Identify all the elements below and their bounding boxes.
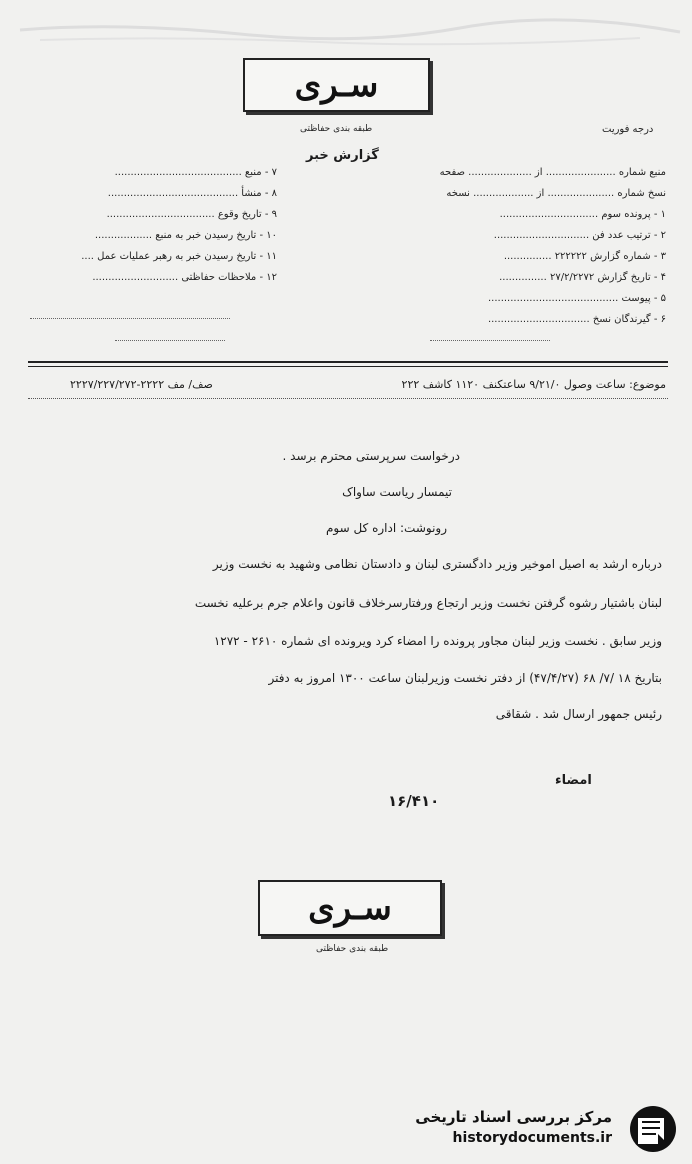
body-line: وزیر سابق . نخست وزیر لبنان مجاور پرونده را امضاء کرد ویرونده ای شماره ۲۶۱۰ - ۱۲۷۲ [213,634,662,648]
field-date-received-operations: ۱۱ - تاریخ رسیدن خبر به رهبر عملیات عمل .... [81,251,277,262]
classification-caption: طبقه بندی حفاظتی [300,124,373,134]
history-documents-logo-icon [628,1104,678,1154]
body-line: درخواست سرپرستی محترم برسد . [282,449,460,463]
field-origin: ۸ - منشأ ......................................... [107,188,277,199]
fields-left [27,167,277,293]
field-order: ۲ - ترتیب عدد فن .............................. [493,230,666,241]
signature-label: امضاء [555,773,592,788]
field-recipients: ۶ - گیرندگان نسخ ................................ [487,314,666,325]
field-file: ۱ - پرونده سوم ............................... [499,209,666,220]
body-line: تیمسار ریاست ساواک [342,485,452,499]
body-line: لبنان باشتیار رشوه گرفتن نخست وزیر ارتجاع ورفتارسرخلاف قانون واعلام جرم برعلیه نخست [194,596,662,610]
field-report-date: ۴ - تاریخ گزارش ۲۷/۲/۲۲۷۲ ............... [499,272,666,283]
classification-stamp-text: سـری [294,65,379,105]
reference-line: صف/ مف ۲۲۲۲-۲۲۲۷/۲۲۷/۲۷۲ [70,378,213,391]
report-title: گزارش خبر [306,148,379,163]
scan-noise [0,0,692,50]
field-date-received-source: ۱۰ - تاریخ رسیدن خبر به منبع .................. [94,230,277,241]
classification-stamp-text: سـری [308,888,392,928]
classification-caption: طبقه بندی حفاظتی [316,944,389,954]
stamp-shadow [246,61,433,115]
body-line: رونوشت: اداره کل سوم [325,521,447,535]
watermark-domain: historydocuments.ir [452,1130,612,1146]
date-scrawl: ۱۶/۴۱۰ [388,792,440,810]
field-security-notes: ۱۲ - ملاحظات حفاظتی ........................... [92,272,277,283]
field-occurrence-date: ۹ - تاریخ وقوع .................................. [106,209,277,220]
field-copy-number: نسخ شماره ..................... از ................... نسخه [446,188,666,199]
field-report-number: ۳ - شماره گزارش ۲۲۲۲۲۲ ............... [503,251,666,262]
dotted-line [30,318,230,319]
field-source-page: منبع شماره ...................... از .................... صفحه [439,167,666,178]
priority-label: درجه فوریت [602,124,654,135]
divider-rule [28,361,668,363]
dotted-line [115,340,225,341]
stamp-shadow [261,883,445,939]
subject-underline [28,398,668,399]
body-line: رئیس جمهور ارسال شد . شقاقی [495,707,662,721]
fields-right [366,167,666,335]
subject-line: موضوع: ساعت وصول ۹/۲۱/۰ ساعتکنف ۱۱۲۰ کاشف ۲۲۲ [401,378,666,391]
watermark-name: مرکز بررسی اسناد تاریخی [415,1108,612,1126]
divider-rule [28,366,668,367]
field-attachment: ۵ - پیوست ......................................... [487,293,666,304]
body-line: درباره ارشد به اصیل اموخیر وزیر دادگستری لبنان و دادستان نظامی وشهید به نخست وزیر [212,557,662,571]
dotted-line [430,340,550,341]
field-source: ۷ - منبع ........................................ [114,167,277,178]
body-line: بتاریخ ۱۸ /۷/ ۶۸ (۴۷/۴/۲۷) از دفتر نخست وزیرلبنان ساعت ۱۳۰۰ امروز به دفتر [268,671,662,685]
